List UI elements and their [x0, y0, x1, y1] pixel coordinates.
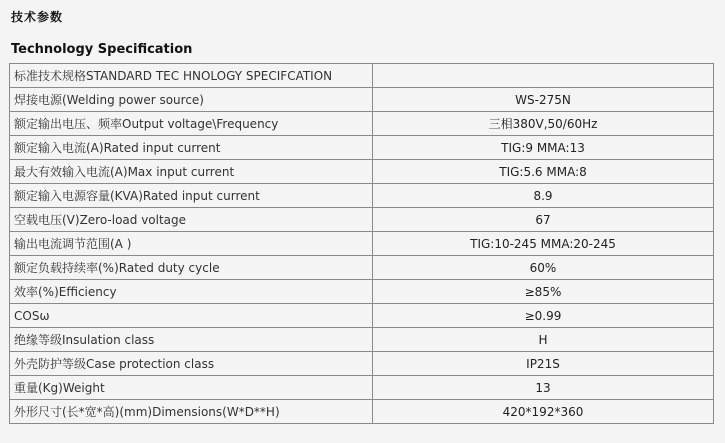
table-row [10, 208, 714, 232]
row-value: 8.9 [373, 184, 714, 208]
row-label: 绝缘等级Insulation class [10, 328, 373, 352]
row-value: TIG:5.6 MMA:8 [373, 160, 714, 184]
row-label: 额定输入电源容量(KVA)Rated input current [10, 184, 373, 208]
row-value [373, 64, 714, 88]
row-label: 重量(Kg)Weight [10, 376, 373, 400]
row-value: 三相380V,50/60Hz [373, 112, 714, 136]
row-label: 额定负载持续率(%)Rated duty cycle [10, 256, 373, 280]
table-row [10, 280, 714, 304]
table-row [10, 184, 714, 208]
row-value: IP21S [373, 352, 714, 376]
row-value: TIG:10-245 MMA:20-245 [373, 232, 714, 256]
table-row [10, 160, 714, 184]
section-heading-english: Technology Specification [11, 42, 193, 57]
row-value: TIG:9 MMA:13 [373, 136, 714, 160]
table-row [10, 64, 714, 88]
row-label: 焊接电源(Welding power source) [10, 88, 373, 112]
table-row [10, 112, 714, 136]
table-row [10, 88, 714, 112]
specification-table [9, 63, 714, 424]
table-row [10, 352, 714, 376]
table-row [10, 232, 714, 256]
table-row [10, 136, 714, 160]
section-heading-chinese: 技术参数 [11, 10, 64, 24]
row-value: ≥85% [373, 280, 714, 304]
row-label: 标准技术规格STANDARD TEC HNOLOGY SPECIFCATION [10, 64, 373, 88]
row-label: 外形尺寸(长*宽*高)(mm)Dimensions(W*D**H) [10, 400, 373, 424]
row-label: COSω [10, 304, 373, 328]
row-label: 最大有效输入电流(A)Max input current [10, 160, 373, 184]
row-value: 13 [373, 376, 714, 400]
table-row [10, 400, 714, 424]
row-value: 60% [373, 256, 714, 280]
row-value: 420*192*360 [373, 400, 714, 424]
table-row [10, 328, 714, 352]
row-label: 额定输出电压、频率Output voltage\Frequency [10, 112, 373, 136]
row-label: 输出电流调节范围(A ) [10, 232, 373, 256]
table-row [10, 376, 714, 400]
row-value: 67 [373, 208, 714, 232]
row-label: 外壳防护等级Case protection class [10, 352, 373, 376]
table-row [10, 304, 714, 328]
row-value: WS-275N [373, 88, 714, 112]
row-value: ≥0.99 [373, 304, 714, 328]
row-label: 空载电压(V)Zero-load voltage [10, 208, 373, 232]
row-label: 额定输入电流(A)Rated input current [10, 136, 373, 160]
row-label: 效率(%)Efficiency [10, 280, 373, 304]
row-value: H [373, 328, 714, 352]
table-row [10, 256, 714, 280]
